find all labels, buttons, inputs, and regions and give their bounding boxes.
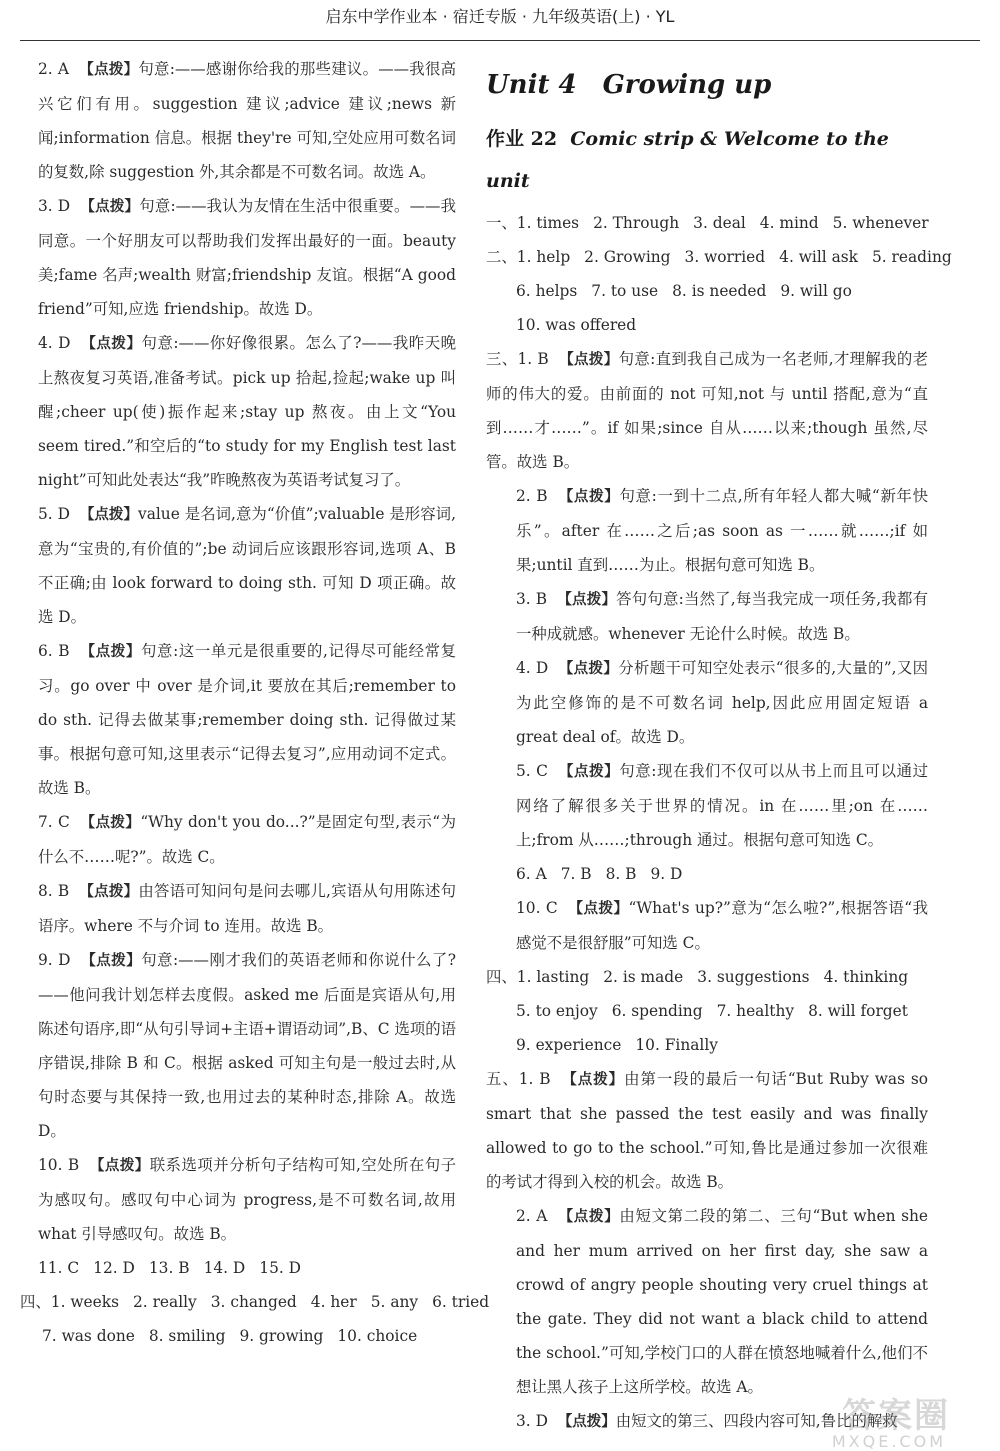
answer-item-8: 8. B 【点拨】由答语可知问句是问去哪儿,宾语从句用陈述句语序。where 不与介词 to 连用。故选 B。 <box>38 882 456 935</box>
section3-item-10: 10. C 【点拨】“What's up?”意为“怎么啦?”,根据答语“我感觉不是很舒服”可知选 C。 <box>516 899 928 952</box>
section3-item-2: 2. B 【点拨】句意:一到十二点,所有年轻人都大喊“新年快乐”。after 在……之后;as soon as 一……就……;if 如果;until 直到……为止。根据句意可知选 B。 <box>516 487 929 574</box>
section3-item-5: 5. C 【点拨】句意:现在我们不仅可以从书上而且可以通过网络了解很多关于世界的情况。in 在……里;on 在……上;from 从……;through 通过。根据句意可知选 C。 <box>516 762 929 849</box>
section2-row3: 10. was offered <box>516 316 637 334</box>
answer-item-5: 5. D 【点拨】value 是名词,意为“价值”;valuable 是形容词,意为“宝贵的,有价值的”;be 动词后应该跟形容词,选项 A、B 不正确;由 look forward to doing sth. 可知 D 项正确。故选 D。 <box>38 505 456 626</box>
answer-row-11-15: 11. C 12. D 13. B 14. D 15. D <box>38 1259 301 1277</box>
answer-item-4: 4. D 【点拨】句意:——你好像很累。怎么了?——我昨天晚上熬夜复习英语,准备考试。pick up 拾起,捡起;wake up 叫醒;cheer up(使)振作起来;stay up 熬夜。由上文“You seem tired.”和空后的“to study for my English test last night”可知此处表达“我”昨晚熬夜为英语考试复习了。 <box>38 334 457 489</box>
unit-title: Unit 4 Growing up <box>486 70 772 100</box>
section4-row2: 7. was done 8. smiling 9. growing 10. choice <box>42 1327 418 1345</box>
section3-item-4: 4. D 【点拨】分析题干可知空处表示“很多的,大量的”,又因为此空修饰的是不可数名词 help,因此应用固定短语 a great deal of。故选 D。 <box>516 659 929 746</box>
section2-row1: 二、1. help 2. Growing 3. worried 4. will ask 5. reading <box>486 248 952 266</box>
answer-item-3: 3. D 【点拨】句意:——我认为友情在生活中很重要。——我同意。一个好朋友可以帮助我们发挥出最好的一面。beauty 美;fame 名声;wealth 财富;friendship 友谊。根据“A good friend”可知,应选 friendship。故选 D。 <box>38 197 457 318</box>
section2-row2: 6. helps 7. to use 8. is needed 9. will go <box>516 282 852 300</box>
section3-item-1: 三、1. B 【点拨】句意:直到我自己成为一名老师,才理解我的老师的伟大的爱。由前面的 not 可知,not 与 until 搭配,意为“直到……才……”。if 如果;since 自从……以来;though 虽然,尽管。故选 B。 <box>486 350 929 471</box>
section3-item-3: 3. B 【点拨】答句句意:当然了,每当我完成一项任务,我都有一种成就感。whenever 无论什么时候。故选 B。 <box>516 590 928 643</box>
answer-item-6: 6. B 【点拨】句意:这一单元是很重要的,记得尽可能经常复习。go over 中 over 是介词,it 要放在其后;remember to do sth. 记得去做某事;remember doing sth. 记得做过某事。根据句意可知,这里表示“记得去复习”,应用动词不定式。故选 B。 <box>38 642 457 797</box>
answer-item-10: 10. B 【点拨】联系选项并分析句子结构可知,空处所在句子为感叹句。感叹句中心词为 progress,是不可数名词,故用 what 引导感叹句。故选 B。 <box>38 1156 456 1243</box>
header-rule <box>20 40 980 41</box>
section5-item-3: 3. D 【点拨】由短文的第三、四段内容可知,鲁比的解救 <box>516 1412 898 1430</box>
section1-row: 一、1. times 2. Through 3. deal 4. mind 5. whenever <box>486 214 929 232</box>
section5-item-2: 2. A 【点拨】由短文第二段的第二、三句“But when she and her mum arrived on her first day, she saw a crowd of angry people shouting very cruel things at the gate. They did not want a black child to attend the school.”可知,学校门口的人群在愤怒地喊着什么,他们不想让黑人孩子上这所学校。故选 A。 <box>516 1207 928 1396</box>
section4-row1-right: 四、1. lasting 2. is made 3. suggestions 4. thinking <box>486 968 909 986</box>
section3-row-6-9: 6. A 7. B 8. B 9. D <box>516 865 683 883</box>
section4-row3-right: 9. experience 10. Finally <box>516 1036 718 1054</box>
answer-item-7: 7. C 【点拨】“Why don't you do...?”是固定句型,表示“为什么不……呢?”。故选 C。 <box>38 813 456 866</box>
right-column <box>486 52 952 1439</box>
section4-row2-right: 5. to enjoy 6. spending 7. healthy 8. will forget <box>516 1002 908 1020</box>
section5-item-1: 五、1. B 【点拨】由第一段的最后一句话“But Ruby was so smart that she passed the test easily and was finally allowed to go to the school.”可知,鲁比是通过参加一次很难的考试才得到入校的机会。故选 B。 <box>486 1070 928 1191</box>
watermark-logo: 答案圈 <box>842 1396 950 1436</box>
page-header: 启东中学作业本 · 宿迁专版 · 九年级英语(上) · YL <box>325 7 675 26</box>
answer-item-9: 9. D 【点拨】句意:——刚才我们的英语老师和你说什么了?——他问我计划怎样去度假。asked me 后面是宾语从句,用陈述句语序,即“从句引导词+主语+谓语动词”,B、C 选项的语序错误,排除 B 和 C。根据 asked 可知主句是一般过去时,从句时态要与其保持一致,也用过去的某种时态,排除 A。故选 D。 <box>38 951 457 1140</box>
watermark-url: MXQE.COM <box>831 1432 946 1451</box>
homework-title: 作业 22 Comic strip & Welcome to the unit <box>486 128 889 192</box>
answer-item-2: 2. A 【点拨】句意:——感谢你给我的那些建议。——我很高兴它们有用。suggestion 建议;advice 建议;news 新闻;information 信息。根据 they're 可知,空处应用可数名词的复数,除 suggestion 外,其余都是不可数名词。故选 A。 <box>38 60 456 181</box>
section4-row1: 四、1. weeks 2. really 3. changed 4. her 5. any 6. tried <box>20 1293 490 1311</box>
left-column <box>20 52 490 1353</box>
